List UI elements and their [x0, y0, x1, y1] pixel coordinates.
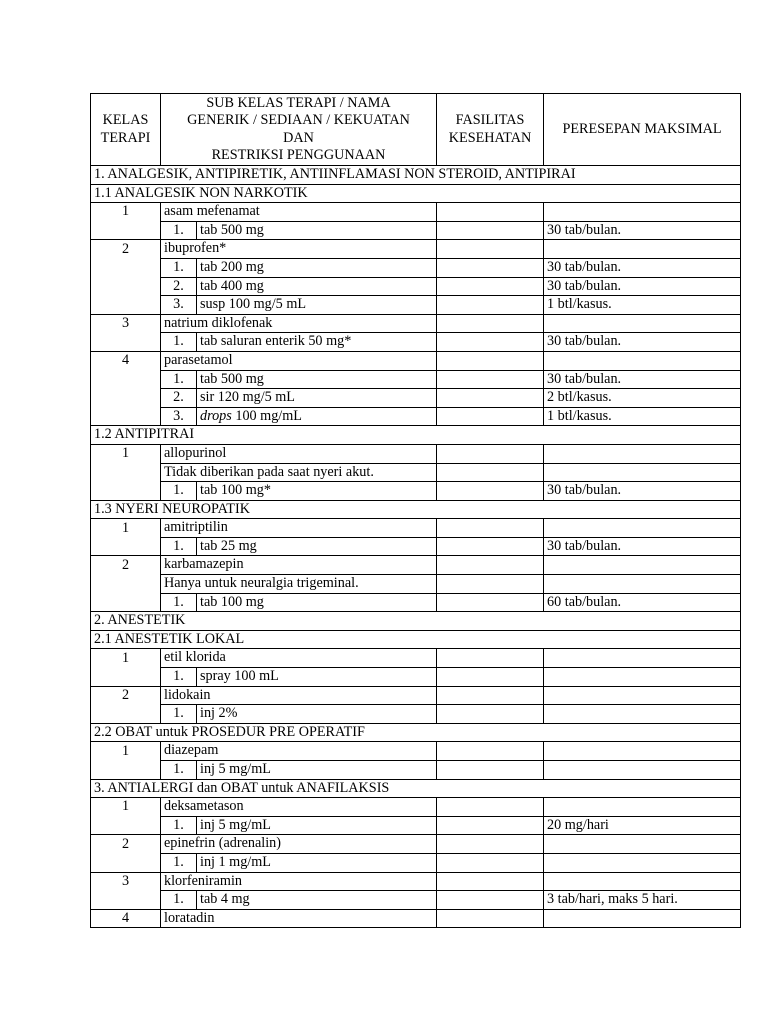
section-row [91, 184, 741, 203]
preparation-italic-term: drops [200, 407, 232, 424]
drug-fasilitas-cell [437, 742, 544, 761]
drug-fasilitas-cell [437, 556, 544, 575]
preparation-number: 1. [161, 891, 197, 910]
restriction-note: Tidak diberikan pada saat nyeri akut. [161, 463, 437, 482]
preparation-max: 1 btl/kasus. [544, 407, 741, 426]
drug-peresepan-cell [544, 444, 741, 463]
drug-fasilitas-cell [437, 909, 544, 928]
preparation-text [197, 853, 437, 872]
drug-number: 2 [91, 686, 161, 705]
preparation-strength: tab 500 mg [200, 221, 264, 238]
formulary-table [90, 93, 741, 928]
drug-row [91, 686, 741, 705]
section-row [91, 630, 741, 649]
preparation-number: 1. [161, 537, 197, 556]
drug-number: 1 [91, 203, 161, 222]
kelas-spacer [91, 333, 161, 352]
section-title: 2. ANESTETIK [91, 612, 741, 631]
preparation-text [197, 258, 437, 277]
drug-row [91, 444, 741, 463]
preparation-strength: susp 100 mg/5 mL [200, 296, 307, 313]
drug-name: epinefrin (adrenalin) [161, 835, 437, 854]
preparation-text [197, 370, 437, 389]
section-row [91, 723, 741, 742]
kelas-spacer [91, 891, 161, 910]
preparation-fasilitas-cell [437, 853, 544, 872]
preparation-fasilitas-cell [437, 277, 544, 296]
kelas-spacer [91, 816, 161, 835]
drug-fasilitas-cell [437, 240, 544, 259]
drug-number: 3 [91, 314, 161, 333]
preparation-row [91, 258, 741, 277]
drug-row [91, 351, 741, 370]
section-row [91, 166, 741, 185]
drug-peresepan-cell [544, 835, 741, 854]
drug-fasilitas-cell [437, 314, 544, 333]
drug-name: karbamazepin [161, 556, 437, 575]
preparation-row [91, 593, 741, 612]
preparation-text [197, 761, 437, 780]
drug-row [91, 240, 741, 259]
drug-peresepan-cell [544, 872, 741, 891]
preparation-strength: 100 mg/mL [231, 407, 302, 424]
drug-peresepan-cell [544, 798, 741, 817]
preparation-row [91, 221, 741, 240]
table-body [91, 166, 741, 928]
drug-peresepan-cell [544, 203, 741, 222]
drug-number: 1 [91, 519, 161, 538]
drug-peresepan-cell [544, 742, 741, 761]
restriction-row [91, 575, 741, 594]
drug-row [91, 872, 741, 891]
drug-row [91, 556, 741, 575]
preparation-number: 1. [161, 370, 197, 389]
drug-number: 2 [91, 835, 161, 854]
preparation-fasilitas-cell [437, 816, 544, 835]
preparation-max: 1 btl/kasus. [544, 296, 741, 315]
preparation-fasilitas-cell [437, 333, 544, 352]
drug-peresepan-cell [544, 314, 741, 333]
note-peresepan-cell [544, 463, 741, 482]
kelas-spacer [91, 668, 161, 687]
drug-number: 4 [91, 909, 161, 928]
drug-number: 1 [91, 742, 161, 761]
preparation-max: 30 tab/bulan. [544, 258, 741, 277]
kelas-spacer [91, 258, 161, 277]
preparation-fasilitas-cell [437, 389, 544, 408]
preparation-row [91, 370, 741, 389]
preparation-max: 30 tab/bulan. [544, 277, 741, 296]
kelas-spacer [91, 277, 161, 296]
preparation-number: 1. [161, 258, 197, 277]
preparation-max: 20 mg/hari [544, 816, 741, 835]
section-row [91, 779, 741, 798]
drug-name: etil klorida [161, 649, 437, 668]
preparation-number: 1. [161, 221, 197, 240]
section-row [91, 500, 741, 519]
preparation-fasilitas-cell [437, 482, 544, 501]
section-title: 1.1 ANALGESIK NON NARKOTIK [91, 184, 741, 203]
kelas-spacer [91, 853, 161, 872]
preparation-fasilitas-cell [437, 258, 544, 277]
preparation-strength: sir 120 mg/5 mL [200, 389, 295, 406]
preparation-fasilitas-cell [437, 537, 544, 556]
drug-fasilitas-cell [437, 798, 544, 817]
preparation-text [197, 816, 437, 835]
drug-row [91, 519, 741, 538]
preparation-text [197, 668, 437, 687]
drug-number: 2 [91, 556, 161, 575]
header-sub-line-3: DAN [283, 129, 314, 146]
drug-row [91, 649, 741, 668]
kelas-spacer [91, 463, 161, 482]
kelas-spacer [91, 221, 161, 240]
drug-peresepan-cell [544, 240, 741, 259]
section-title: 1.3 NYERI NEUROPATIK [91, 500, 741, 519]
drug-name: loratadin [161, 909, 437, 928]
preparation-strength: tab saluran enterik 50 mg* [200, 333, 352, 350]
drug-number: 1 [91, 798, 161, 817]
drug-row [91, 798, 741, 817]
drug-number: 1 [91, 649, 161, 668]
preparation-fasilitas-cell [437, 761, 544, 780]
section-title: 1.2 ANTIPITRAI [91, 426, 741, 445]
kelas-spacer [91, 296, 161, 315]
preparation-row [91, 816, 741, 835]
preparation-row [91, 705, 741, 724]
preparation-strength: inj 5 mg/mL [200, 816, 271, 833]
preparation-strength: inj 2% [200, 705, 238, 722]
drug-fasilitas-cell [437, 872, 544, 891]
preparation-strength: tab 100 mg* [200, 482, 271, 499]
restriction-row [91, 463, 741, 482]
drug-peresepan-cell [544, 519, 741, 538]
drug-number: 4 [91, 351, 161, 370]
kelas-spacer [91, 482, 161, 501]
preparation-number: 2. [161, 389, 197, 408]
preparation-strength: tab 100 mg [200, 593, 264, 610]
drug-fasilitas-cell [437, 203, 544, 222]
preparation-number: 1. [161, 482, 197, 501]
kelas-spacer [91, 370, 161, 389]
header-peresepan-maksimal: PERESEPAN MAKSIMAL [544, 94, 741, 166]
drug-row [91, 835, 741, 854]
preparation-row [91, 333, 741, 352]
preparation-max: 60 tab/bulan. [544, 593, 741, 612]
preparation-text [197, 277, 437, 296]
preparation-row [91, 537, 741, 556]
preparation-max [544, 705, 741, 724]
restriction-note: Hanya untuk neuralgia trigeminal. [161, 575, 437, 594]
drug-fasilitas-cell [437, 519, 544, 538]
preparation-number: 2. [161, 277, 197, 296]
preparation-strength: inj 5 mg/mL [200, 761, 271, 777]
preparation-row [91, 277, 741, 296]
preparation-max: 30 tab/bulan. [544, 482, 741, 501]
preparation-row [91, 853, 741, 872]
preparation-max: 30 tab/bulan. [544, 333, 741, 352]
preparation-fasilitas-cell [437, 705, 544, 724]
section-title: 2.2 OBAT untuk PROSEDUR PRE OPERATIF [91, 723, 741, 742]
preparation-text [197, 407, 437, 426]
section-title: 2.1 ANESTETIK LOKAL [91, 630, 741, 649]
header-kelas-terapi: KELAS TERAPI [91, 94, 161, 166]
drug-number: 1 [91, 444, 161, 463]
preparation-number: 1. [161, 333, 197, 352]
preparation-max [544, 668, 741, 687]
drug-row [91, 742, 741, 761]
preparation-number: 3. [161, 296, 197, 315]
drug-name: diazepam [161, 742, 437, 761]
drug-name: amitriptilin [161, 519, 437, 538]
drug-name: natrium diklofenak [161, 314, 437, 333]
preparation-number: 1. [161, 705, 197, 724]
preparation-strength: tab 400 mg [200, 277, 264, 294]
drug-number: 3 [91, 872, 161, 891]
preparation-text [197, 482, 437, 501]
drug-name: klorfeniramin [161, 872, 437, 891]
preparation-fasilitas-cell [437, 221, 544, 240]
section-title: 1. ANALGESIK, ANTIPIRETIK, ANTIINFLAMASI NON STEROID, ANTIPIRAI [91, 166, 741, 185]
preparation-text [197, 593, 437, 612]
preparation-max: 30 tab/bulan. [544, 537, 741, 556]
preparation-number: 1. [161, 761, 197, 780]
preparation-fasilitas-cell [437, 370, 544, 389]
drug-number: 2 [91, 240, 161, 259]
preparation-number: 1. [161, 668, 197, 687]
kelas-spacer [91, 407, 161, 426]
preparation-number: 1. [161, 853, 197, 872]
drug-peresepan-cell [544, 351, 741, 370]
preparation-max: 2 btl/kasus. [544, 389, 741, 408]
note-fasilitas-cell [437, 575, 544, 594]
kelas-spacer [91, 389, 161, 408]
drug-name: lidokain [161, 686, 437, 705]
drug-name: deksametason [161, 798, 437, 817]
preparation-row [91, 482, 741, 501]
drug-row [91, 203, 741, 222]
preparation-row [91, 668, 741, 687]
section-row [91, 426, 741, 445]
preparation-fasilitas-cell [437, 593, 544, 612]
drug-name: ibuprofen* [161, 240, 437, 259]
drug-fasilitas-cell [437, 351, 544, 370]
preparation-max: 30 tab/bulan. [544, 370, 741, 389]
preparation-row [91, 296, 741, 315]
preparation-row [91, 761, 741, 780]
preparation-number: 1. [161, 816, 197, 835]
section-row [91, 612, 741, 631]
preparation-row [91, 891, 741, 910]
preparation-fasilitas-cell [437, 668, 544, 687]
header-sub-line-1: SUB KELAS TERAPI / NAMA [206, 94, 391, 111]
preparation-fasilitas-cell [437, 407, 544, 426]
header-sub-kelas [161, 94, 437, 166]
kelas-spacer [91, 575, 161, 594]
preparation-text [197, 296, 437, 315]
drug-fasilitas-cell [437, 444, 544, 463]
section-title: 3. ANTIALERGI dan OBAT untuk ANAFILAKSIS [91, 779, 741, 798]
preparation-max [544, 761, 741, 780]
preparation-fasilitas-cell [437, 891, 544, 910]
preparation-text [197, 389, 437, 408]
preparation-strength: tab 500 mg [200, 370, 264, 387]
preparation-text [197, 705, 437, 724]
header-sub-line-4: RESTRIKSI PENGGUNAAN [211, 147, 386, 163]
preparation-strength: tab 4 mg [200, 891, 250, 908]
drug-name: asam mefenamat [161, 203, 437, 222]
kelas-spacer [91, 537, 161, 556]
preparation-strength: spray 100 mL [200, 668, 279, 685]
drug-name: parasetamol [161, 351, 437, 370]
preparation-text [197, 891, 437, 910]
header-fasilitas-kesehatan: FASILITAS KESEHATAN [437, 94, 544, 166]
drug-peresepan-cell [544, 686, 741, 705]
drug-fasilitas-cell [437, 835, 544, 854]
preparation-text [197, 221, 437, 240]
preparation-row [91, 389, 741, 408]
kelas-spacer [91, 593, 161, 612]
note-peresepan-cell [544, 575, 741, 594]
drug-peresepan-cell [544, 909, 741, 928]
preparation-number: 3. [161, 407, 197, 426]
preparation-max: 30 tab/bulan. [544, 221, 741, 240]
kelas-spacer [91, 761, 161, 780]
drug-name: allopurinol [161, 444, 437, 463]
drug-fasilitas-cell [437, 649, 544, 668]
preparation-number: 1. [161, 593, 197, 612]
table-header-row [91, 94, 741, 166]
preparation-fasilitas-cell [437, 296, 544, 315]
preparation-strength: tab 200 mg [200, 258, 264, 275]
preparation-max [544, 853, 741, 872]
header-sub-line-2: GENERIK / SEDIAAN / KEKUATAN [187, 112, 410, 128]
preparation-strength: tab 25 mg [200, 537, 257, 554]
drug-fasilitas-cell [437, 686, 544, 705]
kelas-spacer [91, 705, 161, 724]
drug-row [91, 909, 741, 928]
drug-peresepan-cell [544, 556, 741, 575]
preparation-text [197, 333, 437, 352]
note-fasilitas-cell [437, 463, 544, 482]
preparation-strength: inj 1 mg/mL [200, 853, 271, 870]
preparation-max: 3 tab/hari, maks 5 hari. [544, 891, 741, 910]
drug-peresepan-cell [544, 649, 741, 668]
drug-row [91, 314, 741, 333]
preparation-text [197, 537, 437, 556]
preparation-row [91, 407, 741, 426]
